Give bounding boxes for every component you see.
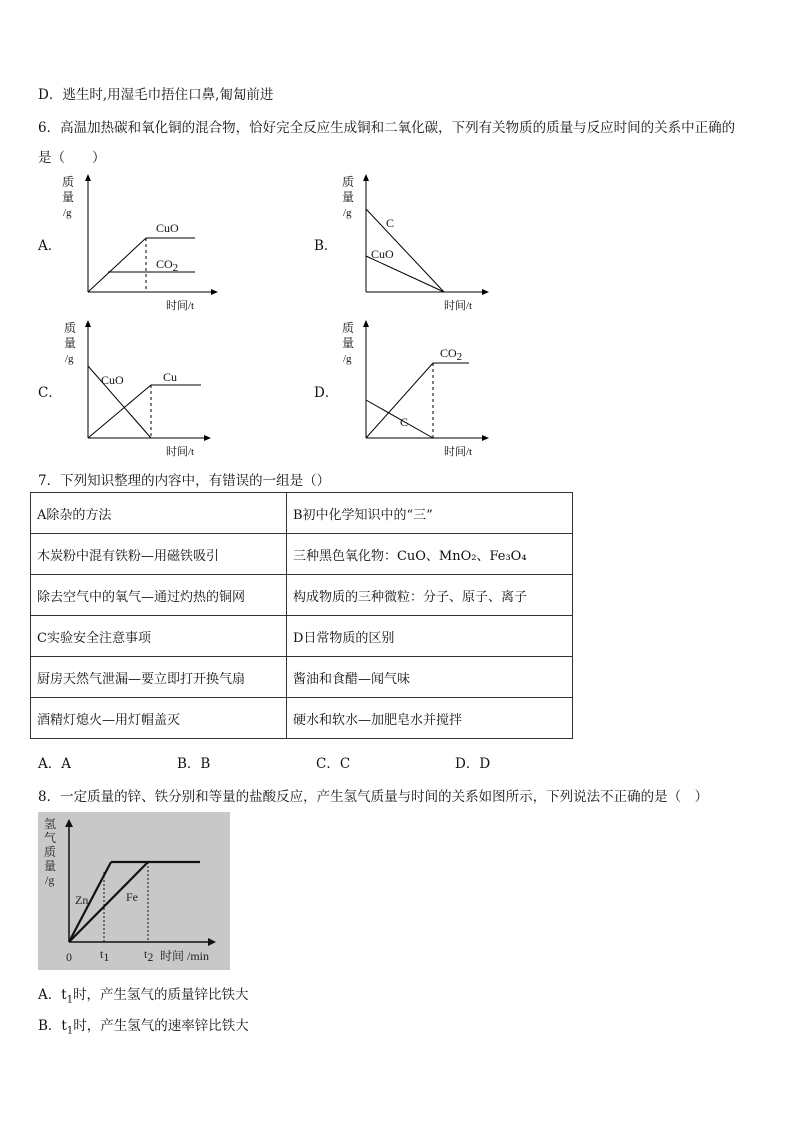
svg-text:CO2 [156, 257, 178, 274]
x-axis-label: 时间/t [166, 300, 195, 312]
curve-label-co-sub: 2 [172, 262, 179, 274]
q8-option-a-pre: A．t [38, 987, 67, 1003]
fig-origin: 0 [66, 950, 72, 964]
q7-stem: 7．下列知识整理的内容中，有错误的一组是（） [38, 473, 331, 489]
table-row [31, 657, 573, 698]
fig-t1-sub: 1 [103, 950, 110, 964]
table-row [31, 698, 573, 739]
table-cell: D日常物质的区别 [286, 616, 572, 657]
fig-y-char1: 氢 [44, 817, 57, 831]
curve-label-co-sub: 2 [456, 351, 463, 363]
q7-choice-d[interactable]: D．D [455, 756, 491, 772]
table-row [31, 575, 573, 616]
q6-option-c-label: C． [38, 385, 62, 401]
fig-y-char2: 气 [44, 831, 57, 845]
q7-choice-b[interactable]: B．B [177, 756, 211, 772]
q8-hydrogen-figure [38, 812, 230, 970]
curve-label-c: C [400, 415, 409, 429]
x-axis-label: 时间/t [444, 300, 473, 312]
q6-option-d-label: D． [314, 385, 339, 401]
y-axis-char1: 质 [64, 321, 77, 335]
fig-t2: t [144, 947, 148, 961]
table-cell: 厨房天然气泄漏—要立即打开换气扇 [31, 657, 287, 698]
q6-graph-d [336, 318, 496, 463]
x-axis-label: 时间/t [444, 446, 473, 458]
y-axis-char2: 量 [64, 336, 77, 350]
table-cell: 三种黑色氧化物：CuO、MnO₂、Fe₃O₄ [286, 534, 572, 575]
q8-option-a-post: 时，产生氢气的质量锌比铁大 [73, 987, 249, 1003]
svg-text:CO2 [440, 346, 462, 363]
q6-option-b-label: B． [314, 238, 338, 254]
y-axis-char1: 质 [342, 321, 355, 335]
y-axis-char2: 量 [62, 190, 75, 204]
y-axis-unit: /g [65, 353, 74, 365]
curve-label-co: CO [440, 346, 457, 360]
y-axis-unit: /g [343, 207, 352, 219]
q8-stem: 8．一定质量的锌、铁分别和等量的盐酸反应，产生氢气质量与时间的关系如图所示，下列说法不正确的是（ ） [38, 789, 709, 805]
y-axis-unit: /g [343, 353, 352, 365]
table-cell: 除去空气中的氧气—通过灼热的铜网 [31, 575, 287, 616]
table-cell: 硬水和软水—加肥皂水并搅拌 [286, 698, 572, 739]
table-cell: A除杂的方法 [31, 493, 287, 534]
y-axis-char1: 质 [342, 175, 355, 189]
fig-y-char3: 质 [44, 845, 57, 859]
fig-t1: t [100, 947, 104, 961]
table-cell: 酱油和食醋—闻气味 [286, 657, 572, 698]
q6-graph-a [58, 172, 218, 317]
fig-zn-label: Zn [75, 893, 89, 907]
q8-option-a-sub: 1 [66, 994, 74, 1006]
curve-label-cuo: CuO [101, 373, 124, 387]
x-axis-label: 时间/t [166, 446, 195, 458]
curve-label-cuo: CuO [371, 247, 394, 261]
q6-stem-line1: 6．高温加热碳和氧化铜的混合物，恰好完全反应生成铜和二氧化碳，下列有关物质的质量与反应时间的关系中正确的 [38, 120, 736, 136]
q5-option-d: D．逃生时,用湿毛巾捂住口鼻,匍匐前进 [38, 87, 274, 103]
q6-graph-c [58, 318, 218, 463]
fig-fe-label: Fe [126, 890, 138, 904]
q8-option-b-pre: B．t [38, 1018, 67, 1034]
q6-graph-b [336, 172, 496, 317]
table-cell: B初中化学知识中的“三” [286, 493, 572, 534]
q8-option-b [38, 1014, 249, 1037]
q8-option-b-sub: 1 [66, 1025, 74, 1037]
curve-label-cu: Cu [163, 370, 178, 384]
y-axis-char1: 质 [62, 175, 75, 189]
y-axis-char2: 量 [342, 336, 355, 350]
q8-option-a [38, 983, 249, 1006]
fig-x-label: 时间 /min [160, 949, 210, 963]
table-cell: 木炭粉中混有铁粉—用磁铁吸引 [31, 534, 287, 575]
table-row [31, 534, 573, 575]
table-cell: 构成物质的三种微粒：分子、原子、离子 [286, 575, 572, 616]
q7-choices [38, 752, 594, 772]
q8-option-b-post: 时，产生氢气的速率锌比铁大 [73, 1018, 249, 1034]
table-row [31, 493, 573, 534]
fig-t2-sub: 2 [147, 950, 154, 964]
q6-option-a-label: A． [38, 238, 62, 254]
curve-label-c: C [386, 216, 395, 230]
q7-knowledge-table [30, 492, 573, 739]
q6-stem-line2: 是（ ） [38, 150, 106, 166]
q7-choice-c[interactable]: C．C [316, 756, 351, 772]
curve-label-cuo: CuO [156, 221, 179, 235]
y-axis-unit: /g [63, 207, 72, 219]
table-cell: 酒精灯熄火—用灯帽盖灭 [31, 698, 287, 739]
fig-y-unit: /g [45, 873, 55, 887]
curve-label-co: CO [156, 257, 173, 271]
table-cell: C实验安全注意事项 [31, 616, 287, 657]
y-axis-char2: 量 [342, 190, 355, 204]
table-row [31, 616, 573, 657]
fig-y-char4: 量 [44, 859, 57, 873]
q7-choice-a[interactable]: A．A [38, 756, 71, 772]
